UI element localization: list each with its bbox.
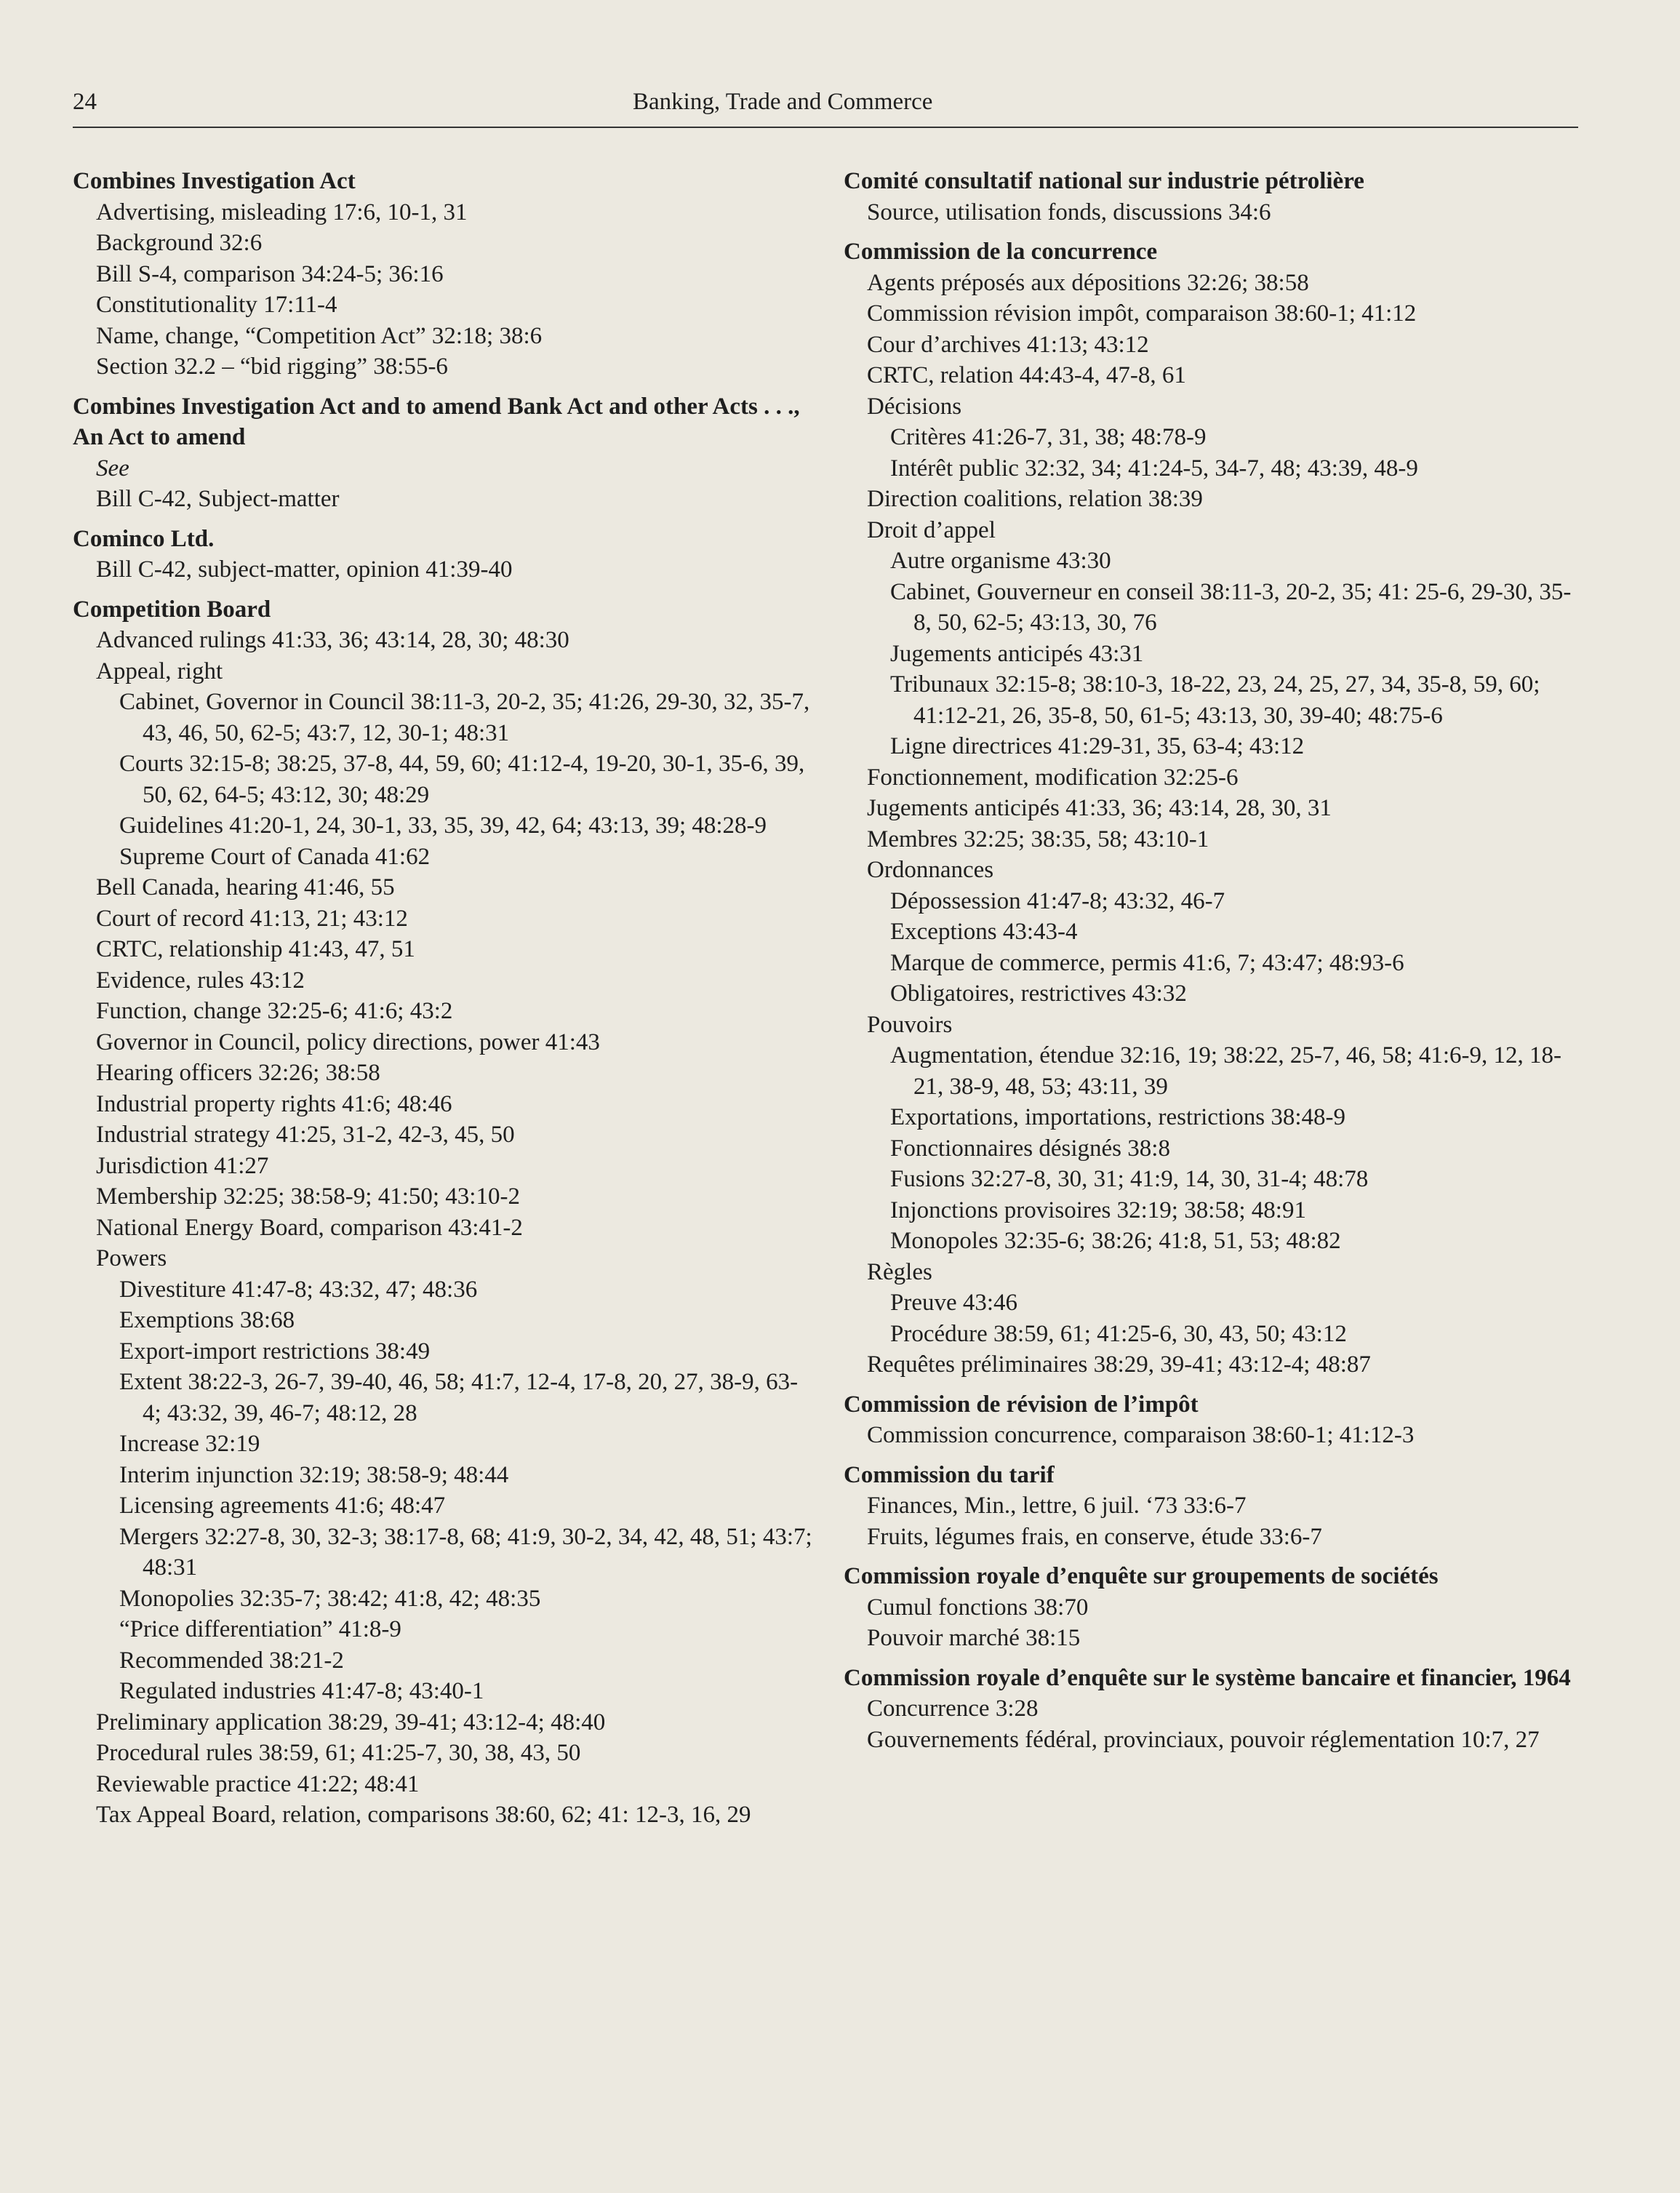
index-subentry: Commission concurrence, comparaison 38:60-1; 41:12-3 bbox=[867, 1422, 1415, 1448]
index-subsubentry: Critères 41:26-7, 31, 38; 48:78-9 bbox=[890, 424, 1207, 450]
index-subentry: Ordonnances bbox=[867, 857, 994, 883]
index-heading: Cominco Ltd. bbox=[73, 525, 215, 552]
index-subsubentry: Monopolies 32:35-7; 38:42; 41:8, 42; 48:35 bbox=[119, 1585, 541, 1612]
index-subentry: Bill C-42, subject-matter, opinion 41:39-40 bbox=[96, 556, 513, 583]
index-subentry: Evidence, rules 43:12 bbox=[96, 967, 305, 994]
index-subentry: Requêtes préliminaires 38:29, 39-41; 43:12-4; 48:87 bbox=[867, 1351, 1371, 1378]
index-heading: Competition Board bbox=[73, 596, 271, 623]
index-subentry: Direction coalitions, relation 38:39 bbox=[867, 486, 1203, 512]
index-subentry: Powers bbox=[96, 1245, 167, 1271]
index-heading: Commission royale d’enquête sur le système bancaire et financier, 1964 bbox=[844, 1664, 1571, 1691]
index-subsubentry: Ligne directrices 41:29-31, 35, 63-4; 43:12 bbox=[890, 733, 1305, 759]
index-subsubentry: Autre organisme 43:30 bbox=[890, 548, 1111, 574]
index-subentry: Constitutionality 17:11-4 bbox=[96, 292, 337, 318]
index-subentry: Fruits, légumes frais, en conserve, étude 33:6-7 bbox=[867, 1523, 1322, 1550]
index-subentry: Function, change 32:25-6; 41:6; 43:2 bbox=[96, 998, 453, 1024]
index-subentry: Décisions bbox=[867, 393, 962, 420]
index-subentry: CRTC, relationship 41:43, 47, 51 bbox=[96, 936, 415, 962]
index-subentry: Commission révision impôt, comparaison 38:60-1; 41:12 bbox=[867, 300, 1417, 327]
index-subsubentry: Cabinet, Governor in Council 38:11-3, 20-2, 35; 41:26, 29-30, 32, 35-7, 43, 46, 50, 62-5; 43:7, 12, 30-1; 48:31 bbox=[119, 689, 810, 746]
index-subsubentry: Monopoles 32:35-6; 38:26; 41:8, 51, 53; 48:82 bbox=[890, 1228, 1341, 1254]
index-subsubentry: Cabinet, Gouverneur en conseil 38:11-3, 20-2, 35; 41: 25-6, 29-30, 35-8, 50, 62-5; 43:13, 30, 76 bbox=[890, 578, 1572, 636]
index-heading: Commission royale d’enquête sur groupements de sociétés bbox=[844, 1563, 1439, 1589]
index-subentry: Advertising, misleading 17:6, 10-1, 31 bbox=[96, 199, 468, 225]
index-heading: Combines Investigation Act and to amend Bank Act and other Acts . . ., An Act to amend bbox=[73, 393, 800, 450]
index-subsubentry: Guidelines 41:20-1, 24, 30-1, 33, 35, 39, 42, 64; 43:13, 39; 48:28-9 bbox=[119, 812, 767, 839]
index-subentry: Agents préposés aux dépositions 32:26; 38:58 bbox=[867, 269, 1309, 296]
index-subsubentry: Tribunaux 32:15-8; 38:10-3, 18-22, 23, 24, 25, 27, 34, 35-8, 59, 60; 41:12-21, 26, 35-8, 50, 61-5; 43:13, 30, 39-40; 48:75-6 bbox=[890, 671, 1540, 729]
index-subsubentry: Courts 32:15-8; 38:25, 37-8, 44, 59, 60; 41:12-4, 19-20, 30-1, 35-6, 39, 50, 62, 64-5; 43:12, 30; 48:29 bbox=[119, 751, 805, 808]
index-subsubentry: Licensing agreements 41:6; 48:47 bbox=[119, 1493, 446, 1519]
index-subentry: National Energy Board, comparison 43:41-2 bbox=[96, 1214, 523, 1241]
index-subsubentry: Extent 38:22-3, 26-7, 39-40, 46, 58; 41:7, 12-4, 17-8, 20, 27, 38-9, 63-4; 43:32, 39, 46-7; 48:12, 28 bbox=[119, 1369, 799, 1426]
index-subentry: Jugements anticipés 41:33, 36; 43:14, 28, 30, 31 bbox=[867, 795, 1332, 821]
index-subsubentry: Exportations, importations, restrictions 38:48-9 bbox=[890, 1104, 1346, 1130]
index-subsubentry: Fusions 32:27-8, 30, 31; 41:9, 14, 30, 31-4; 48:78 bbox=[890, 1166, 1369, 1192]
index-subentry: Règles bbox=[867, 1258, 932, 1285]
index-subentry: Bill C-42, Subject-matter bbox=[96, 486, 340, 512]
index-subentry: Membres 32:25; 38:35, 58; 43:10-1 bbox=[867, 826, 1209, 852]
index-subentry: Droit d’appel bbox=[867, 516, 996, 543]
index-subentry: Governor in Council, policy directions, power 41:43 bbox=[96, 1028, 600, 1055]
index-subsubentry: Supreme Court of Canada 41:62 bbox=[119, 843, 431, 870]
index-subsubentry: Export-import restrictions 38:49 bbox=[119, 1338, 431, 1365]
index-subentry: Pouvoir marché 38:15 bbox=[867, 1625, 1081, 1651]
index-subsubentry: Augmentation, étendue 32:16, 19; 38:22, 25-7, 46, 58; 41:6-9, 12, 18-21, 38-9, 48, 53; 43:11, 39 bbox=[890, 1042, 1561, 1100]
index-subentry: Jurisdiction 41:27 bbox=[96, 1152, 269, 1179]
see-reference: See bbox=[96, 455, 129, 482]
index-subsubentry: Intérêt public 32:32, 34; 41:24-5, 34-7, 48; 43:39, 48-9 bbox=[890, 455, 1418, 482]
index-subsubentry: Recommended 38:21-2 bbox=[119, 1647, 344, 1674]
index-subsubentry: Mergers 32:27-8, 30, 32-3; 38:17-8, 68; 41:9, 30-2, 34, 42, 48, 51; 43:7; 48:31 bbox=[119, 1523, 812, 1581]
index-subsubentry: Exemptions 38:68 bbox=[119, 1307, 295, 1333]
running-header-title: Banking, Trade and Commerce bbox=[633, 89, 933, 115]
index-subsubentry: Marque de commerce, permis 41:6, 7; 43:47; 48:93-6 bbox=[890, 949, 1404, 976]
page-number: 24 bbox=[73, 89, 97, 115]
index-subsubentry: Increase 32:19 bbox=[119, 1431, 260, 1457]
index-subsubentry: Interim injunction 32:19; 38:58-9; 48:44 bbox=[119, 1461, 509, 1488]
index-subentry: Section 32.2 – “bid rigging” 38:55-6 bbox=[96, 353, 448, 380]
index-column-right bbox=[844, 166, 1578, 1755]
index-subentry: Bill S-4, comparison 34:24-5; 36:16 bbox=[96, 260, 444, 287]
index-subsubentry: Preuve 43:46 bbox=[890, 1290, 1018, 1316]
index-subsubentry: Injonctions provisoires 32:19; 38:58; 48:91 bbox=[890, 1197, 1306, 1223]
index-subentry: CRTC, relation 44:43-4, 47-8, 61 bbox=[867, 362, 1186, 388]
header-rule bbox=[73, 127, 1578, 128]
index-subsubentry: Fonctionnaires désignés 38:8 bbox=[890, 1135, 1170, 1162]
index-heading: Commission du tarif bbox=[844, 1461, 1055, 1488]
index-heading: Commission de la concurrence bbox=[844, 239, 1158, 265]
index-heading: Comité consultatif national sur industrie pétrolière bbox=[844, 168, 1364, 194]
index-subentry: Background 32:6 bbox=[96, 230, 263, 256]
index-subentry: Procedural rules 38:59, 61; 41:25-7, 30, 38, 43, 50 bbox=[96, 1740, 581, 1766]
index-subentry: Pouvoirs bbox=[867, 1011, 953, 1038]
index-subentry: Industrial property rights 41:6; 48:46 bbox=[96, 1090, 452, 1117]
index-subentry: Hearing officers 32:26; 38:58 bbox=[96, 1060, 380, 1086]
index-subentry: Membership 32:25; 38:58-9; 41:50; 43:10-2 bbox=[96, 1183, 520, 1210]
index-subentry: Court of record 41:13, 21; 43:12 bbox=[96, 905, 408, 932]
index-subsubentry: Procédure 38:59, 61; 41:25-6, 30, 43, 50; 43:12 bbox=[890, 1320, 1347, 1347]
index-subentry: Cumul fonctions 38:70 bbox=[867, 1594, 1089, 1621]
index-subentry: Preliminary application 38:29, 39-41; 43:12-4; 48:40 bbox=[96, 1709, 606, 1735]
index-subsubentry: Exceptions 43:43-4 bbox=[890, 919, 1078, 945]
index-subentry: Gouvernements fédéral, provinciaux, pouvoir réglementation 10:7, 27 bbox=[867, 1726, 1540, 1753]
index-column-left bbox=[73, 166, 815, 1831]
index-subentry: Fonctionnement, modification 32:25-6 bbox=[867, 764, 1239, 791]
index-subsubentry: Jugements anticipés 43:31 bbox=[890, 640, 1144, 667]
index-subsubentry: Obligatoires, restrictives 43:32 bbox=[890, 980, 1187, 1007]
index-subentry: Advanced rulings 41:33, 36; 43:14, 28, 30; 48:30 bbox=[96, 627, 569, 653]
index-heading: Combines Investigation Act bbox=[73, 168, 356, 194]
index-subentry: Name, change, “Competition Act” 32:18; 38:6 bbox=[96, 322, 543, 349]
index-subentry: Cour d’archives 41:13; 43:12 bbox=[867, 331, 1149, 358]
index-heading: Commission de révision de l’impôt bbox=[844, 1391, 1199, 1418]
index-subentry: Concurrence 3:28 bbox=[867, 1695, 1039, 1722]
index-subentry: Reviewable practice 41:22; 48:41 bbox=[96, 1770, 420, 1797]
index-subsubentry: Divestiture 41:47-8; 43:32, 47; 48:36 bbox=[119, 1276, 478, 1303]
index-subsubentry: “Price differentiation” 41:8-9 bbox=[119, 1616, 401, 1642]
index-subentry: Appeal, right bbox=[96, 658, 223, 684]
index-subentry: Tax Appeal Board, relation, comparisons 38:60, 62; 41: 12-3, 16, 29 bbox=[96, 1802, 751, 1828]
index-subentry: Industrial strategy 41:25, 31-2, 42-3, 45, 50 bbox=[96, 1122, 515, 1148]
index-subentry: Finances, Min., lettre, 6 juil. ‘73 33:6-7 bbox=[867, 1493, 1247, 1519]
index-subsubentry: Dépossession 41:47-8; 43:32, 46-7 bbox=[890, 887, 1225, 914]
index-subsubentry: Regulated industries 41:47-8; 43:40-1 bbox=[119, 1678, 484, 1704]
index-subentry: Source, utilisation fonds, discussions 34:6 bbox=[867, 199, 1271, 225]
index-subentry: Bell Canada, hearing 41:46, 55 bbox=[96, 874, 395, 900]
